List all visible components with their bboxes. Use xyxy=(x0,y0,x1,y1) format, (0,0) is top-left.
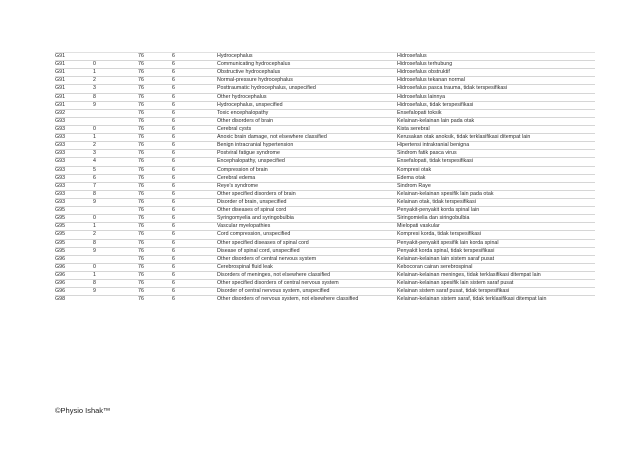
english-term-cell: Normal-pressure hydrocephalus xyxy=(217,77,293,84)
english-term-cell: Encephalopathy, unspecified xyxy=(217,158,285,165)
subcode-cell: 1 xyxy=(93,223,96,230)
indonesian-term-cell: Kelainan-kelainan spesifik lain sistem saraf pusat xyxy=(397,280,514,287)
number-cell: 76 xyxy=(138,182,144,189)
indonesian-term-cell: Hidrosefalus terhubung xyxy=(397,61,453,68)
english-term-cell: Other specified disorders of central nervous system xyxy=(217,280,339,287)
number-cell: 6 xyxy=(172,77,175,84)
subcode-cell: 1 xyxy=(93,69,96,76)
number-cell: 6 xyxy=(172,288,175,295)
indonesian-term-cell: Hidrosefalus, tidak terspesifikasi xyxy=(397,101,474,108)
number-cell: 6 xyxy=(172,207,175,214)
table-row xyxy=(55,206,595,214)
subcode-cell: 3 xyxy=(93,85,96,92)
subcode-cell: 8 xyxy=(93,93,96,100)
number-cell: 76 xyxy=(138,288,144,295)
english-term-cell: Other specified disorders of brain xyxy=(217,190,296,197)
english-term-cell: Disorders of meninges, not elsewhere classified xyxy=(217,271,331,278)
indonesian-term-cell: Kebocoran cairan serebrospinal xyxy=(397,263,473,270)
subcode-cell: 4 xyxy=(93,158,96,165)
indonesian-term-cell: Hidrosefalus tekanan normal xyxy=(397,77,465,84)
number-cell: 6 xyxy=(172,174,175,181)
number-cell: 6 xyxy=(172,101,175,108)
indonesian-term-cell: Kelainan-kelainan lain sistem saraf pusat xyxy=(397,255,495,262)
indonesian-term-cell: Edema otak xyxy=(397,174,426,181)
table-row xyxy=(55,133,595,141)
indonesian-term-cell: Kelainan sistem saraf pusat, tidak terspesifikasi xyxy=(397,288,510,295)
subcode-cell: 2 xyxy=(93,142,96,149)
indonesian-term-cell: Hidrosefalus lainnya xyxy=(397,93,446,100)
table-row xyxy=(55,214,595,222)
table-row xyxy=(55,117,595,125)
code-cell: G93 xyxy=(55,174,66,181)
subcode-cell: 1 xyxy=(93,271,96,278)
table-row xyxy=(55,76,595,84)
number-cell: 76 xyxy=(138,207,144,214)
code-cell: G95 xyxy=(55,223,66,230)
indonesian-term-cell: Hipertensi intrakranial benigna xyxy=(397,142,470,149)
number-cell: 6 xyxy=(172,190,175,197)
subcode-cell: 9 xyxy=(93,101,96,108)
table-row xyxy=(55,230,595,238)
english-term-cell: Hydrocephalus xyxy=(217,53,253,59)
indonesian-term-cell: Kelainan-kelainan sistem saraf, tidak terklasifikasi ditempat lain xyxy=(397,296,547,303)
table-row xyxy=(55,60,595,68)
english-term-cell: Vascular myelopathies xyxy=(217,223,271,230)
indonesian-term-cell: Hidrosefalus obstruktif xyxy=(397,69,450,76)
table-row xyxy=(55,84,595,92)
subcode-cell: 2 xyxy=(93,77,96,84)
indonesian-term-cell: Kista serebral xyxy=(397,125,430,132)
number-cell: 76 xyxy=(138,101,144,108)
number-cell: 76 xyxy=(138,125,144,132)
code-cell: G93 xyxy=(55,142,66,149)
subcode-cell: 5 xyxy=(93,166,96,173)
english-term-cell: Obstructive hydrocephalus xyxy=(217,69,281,76)
number-cell: 76 xyxy=(138,247,144,254)
table-row xyxy=(55,166,595,174)
copyright-footer: ©Physio Ishak™ xyxy=(55,406,111,415)
code-cell: G95 xyxy=(55,247,66,254)
english-term-cell: Other disorders of nervous system, not elsewhere classified xyxy=(217,296,359,303)
number-cell: 6 xyxy=(172,117,175,124)
table-row xyxy=(55,93,595,101)
english-term-cell: Other disorders of central nervous system xyxy=(217,255,317,262)
indonesian-term-cell: Kompresi korda, tidak terspesifikasi xyxy=(397,231,482,238)
number-cell: 76 xyxy=(138,174,144,181)
code-cell: G91 xyxy=(55,101,66,108)
number-cell: 6 xyxy=(172,109,175,116)
code-cell: G93 xyxy=(55,117,66,124)
table-row xyxy=(55,52,595,60)
english-term-cell: Other disorders of brain xyxy=(217,117,274,124)
code-cell: G91 xyxy=(55,53,66,59)
code-cell: G91 xyxy=(55,69,66,76)
code-cell: G91 xyxy=(55,61,66,68)
number-cell: 6 xyxy=(172,271,175,278)
number-cell: 76 xyxy=(138,117,144,124)
code-cell: G98 xyxy=(55,296,66,303)
subcode-cell: 9 xyxy=(93,198,96,205)
english-term-cell: Disorder of brain, unspecified xyxy=(217,198,287,205)
number-cell: 76 xyxy=(138,77,144,84)
subcode-cell: 3 xyxy=(93,150,96,157)
table-row xyxy=(55,271,595,279)
subcode-cell: 0 xyxy=(93,125,96,132)
table-row xyxy=(55,68,595,76)
english-term-cell: Disorder of central nervous system, unspecified xyxy=(217,288,330,295)
table-row xyxy=(55,125,595,133)
english-term-cell: Cerebrospinal fluid leak xyxy=(217,263,273,270)
number-cell: 76 xyxy=(138,231,144,238)
indonesian-term-cell: Penyakit korda spinal, tidak terspesifikasi xyxy=(397,247,495,254)
english-term-cell: Benign intracranial hypertension xyxy=(217,142,294,149)
indonesian-term-cell: Hidrosefalus pasca trauma, tidak terspesifikasi xyxy=(397,85,508,92)
indonesian-term-cell: Hidrosefalus xyxy=(397,53,427,59)
number-cell: 76 xyxy=(138,223,144,230)
table-row xyxy=(55,263,595,271)
english-term-cell: Toxic encephalopathy xyxy=(217,109,269,116)
code-cell: G93 xyxy=(55,198,66,205)
number-cell: 6 xyxy=(172,93,175,100)
number-cell: 76 xyxy=(138,53,144,59)
code-cell: G93 xyxy=(55,190,66,197)
number-cell: 6 xyxy=(172,231,175,238)
indonesian-term-cell: Sindrom Raye xyxy=(397,182,431,189)
indonesian-term-cell: Sindrom fatik pasca virus xyxy=(397,150,457,157)
number-cell: 6 xyxy=(172,142,175,149)
number-cell: 76 xyxy=(138,198,144,205)
number-cell: 6 xyxy=(172,280,175,287)
number-cell: 76 xyxy=(138,239,144,246)
number-cell: 6 xyxy=(172,255,175,262)
number-cell: 76 xyxy=(138,69,144,76)
number-cell: 6 xyxy=(172,125,175,132)
number-cell: 76 xyxy=(138,158,144,165)
indonesian-term-cell: Kelainan-kelainan meninges, tidak terklasifikasi ditempat lain xyxy=(397,271,541,278)
number-cell: 6 xyxy=(172,263,175,270)
number-cell: 6 xyxy=(172,158,175,165)
english-term-cell: Communicating hydrocephalus xyxy=(217,61,291,68)
code-cell: G93 xyxy=(55,158,66,165)
code-cell: G93 xyxy=(55,125,66,132)
number-cell: 76 xyxy=(138,255,144,262)
code-cell: G91 xyxy=(55,93,66,100)
indonesian-term-cell: Kelainan otak, tidak terspesifikasi xyxy=(397,198,477,205)
number-cell: 76 xyxy=(138,150,144,157)
number-cell: 76 xyxy=(138,190,144,197)
english-term-cell: Postviral fatigue syndrome xyxy=(217,150,280,157)
table-row xyxy=(55,157,595,165)
code-cell: G93 xyxy=(55,166,66,173)
subcode-cell: 8 xyxy=(93,190,96,197)
code-cell: G96 xyxy=(55,263,66,270)
code-cell: G95 xyxy=(55,239,66,246)
code-cell: G96 xyxy=(55,255,66,262)
number-cell: 6 xyxy=(172,247,175,254)
english-term-cell: Anoxic brain damage, not elsewhere classified xyxy=(217,134,327,141)
number-cell: 6 xyxy=(172,296,175,303)
table-row xyxy=(55,190,595,198)
subcode-cell: 2 xyxy=(93,231,96,238)
table-row xyxy=(55,222,595,230)
table-row xyxy=(55,182,595,190)
number-cell: 76 xyxy=(138,142,144,149)
subcode-cell: 0 xyxy=(93,61,96,68)
number-cell: 6 xyxy=(172,134,175,141)
subcode-cell: 7 xyxy=(93,182,96,189)
code-cell: G93 xyxy=(55,182,66,189)
number-cell: 6 xyxy=(172,53,175,59)
indonesian-term-cell: Kompresi otak xyxy=(397,166,432,173)
subcode-cell: 8 xyxy=(93,239,96,246)
code-cell: G93 xyxy=(55,134,66,141)
number-cell: 6 xyxy=(172,61,175,68)
number-cell: 76 xyxy=(138,109,144,116)
subcode-cell: 1 xyxy=(93,134,96,141)
number-cell: 76 xyxy=(138,215,144,222)
english-term-cell: Disease of spinal cord, unspecified xyxy=(217,247,300,254)
code-cell: G92 xyxy=(55,109,66,116)
indonesian-term-cell: Penyakit-penyakit korda spinal lain xyxy=(397,207,480,214)
number-cell: 76 xyxy=(138,85,144,92)
number-cell: 6 xyxy=(172,69,175,76)
number-cell: 6 xyxy=(172,150,175,157)
english-term-cell: Posttraumatic hydrocephalus, unspecified xyxy=(217,85,316,92)
number-cell: 76 xyxy=(138,93,144,100)
english-term-cell: Other specified diseases of spinal cord xyxy=(217,239,309,246)
number-cell: 76 xyxy=(138,271,144,278)
table-row xyxy=(55,239,595,247)
indonesian-term-cell: Penyakit-penyakit spesifik lain korda spinal xyxy=(397,239,499,246)
indonesian-term-cell: Ensefalopati toksik xyxy=(397,109,442,116)
english-term-cell: Cerebral cysts xyxy=(217,125,252,132)
english-term-cell: Syringomyelia and syringobulbia xyxy=(217,215,294,222)
table-row xyxy=(55,141,595,149)
english-term-cell: Other diseases of spinal cord xyxy=(217,207,287,214)
english-term-cell: Cord compression, unspecified xyxy=(217,231,291,238)
number-cell: 76 xyxy=(138,280,144,287)
code-cell: G91 xyxy=(55,77,66,84)
table-row xyxy=(55,255,595,263)
number-cell: 6 xyxy=(172,239,175,246)
number-cell: 6 xyxy=(172,215,175,222)
subcode-cell: 9 xyxy=(93,247,96,254)
number-cell: 76 xyxy=(138,296,144,303)
english-term-cell: Compression of brain xyxy=(217,166,268,173)
indonesian-term-cell: Kerusakan otak anoksik, tidak terklasifikasi ditempat lain xyxy=(397,134,531,141)
number-cell: 6 xyxy=(172,198,175,205)
indonesian-term-cell: Kelainan-kelainan lain pada otak xyxy=(397,117,475,124)
english-term-cell: Hydrocephalus, unspecified xyxy=(217,101,283,108)
icd-code-table xyxy=(55,52,595,303)
number-cell: 76 xyxy=(138,134,144,141)
code-cell: G91 xyxy=(55,85,66,92)
table-row xyxy=(55,101,595,109)
table-row xyxy=(55,198,595,206)
subcode-cell: 0 xyxy=(93,215,96,222)
indonesian-term-cell: Mielopati vaskular xyxy=(397,223,440,230)
code-cell: G96 xyxy=(55,288,66,295)
english-term-cell: Other hydrocephalus xyxy=(217,93,267,100)
indonesian-term-cell: Kelainan-kelainan spesifik lain pada otak xyxy=(397,190,494,197)
number-cell: 76 xyxy=(138,61,144,68)
number-cell: 6 xyxy=(172,223,175,230)
number-cell: 6 xyxy=(172,166,175,173)
code-cell: G96 xyxy=(55,271,66,278)
english-term-cell: Reye's syndrome xyxy=(217,182,259,189)
number-cell: 6 xyxy=(172,85,175,92)
code-cell: G96 xyxy=(55,280,66,287)
subcode-cell: 8 xyxy=(93,280,96,287)
table-row xyxy=(55,287,595,295)
number-cell: 76 xyxy=(138,166,144,173)
code-cell: G95 xyxy=(55,231,66,238)
subcode-cell: 9 xyxy=(93,288,96,295)
indonesian-term-cell: Siringomielia dan siringobulbia xyxy=(397,215,470,222)
indonesian-term-cell: Ensefalopati, tidak terspesifikasi xyxy=(397,158,474,165)
table-row xyxy=(55,109,595,117)
code-cell: G95 xyxy=(55,215,66,222)
table-row xyxy=(55,247,595,255)
table-row xyxy=(55,149,595,157)
subcode-cell: 6 xyxy=(93,174,96,181)
table-row xyxy=(55,295,595,303)
subcode-cell: 0 xyxy=(93,263,96,270)
code-cell: G93 xyxy=(55,150,66,157)
code-cell: G95 xyxy=(55,207,66,214)
number-cell: 6 xyxy=(172,182,175,189)
english-term-cell: Cerebral edema xyxy=(217,174,256,181)
table-row xyxy=(55,279,595,287)
table-row xyxy=(55,174,595,182)
number-cell: 76 xyxy=(138,263,144,270)
